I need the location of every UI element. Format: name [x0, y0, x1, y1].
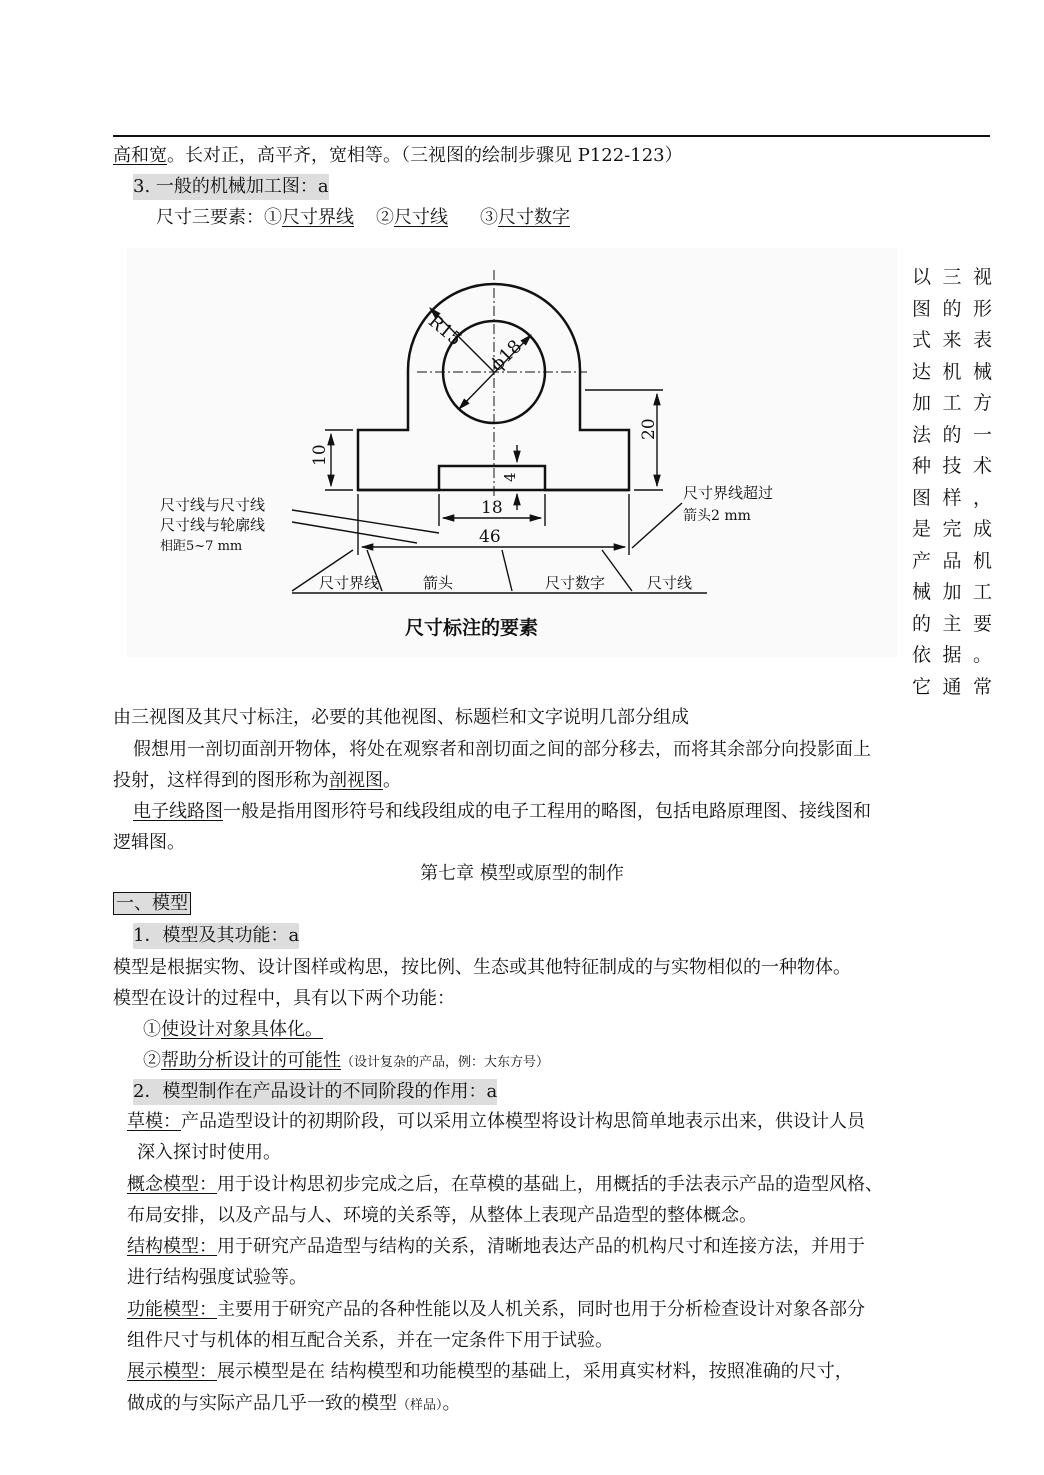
side-text-line: 图样，	[912, 486, 992, 509]
circuit-para-2: 逻辑图。	[113, 832, 185, 853]
text: 展示模型是在 结构模型和功能模型的基础上，采用真实材料，按照准确的尺寸，	[217, 1361, 853, 1382]
note-right-1: 尺寸界线超过	[683, 484, 774, 502]
text: 主要用于研究产品的各种性能以及人机关系，同时也用于分析检查设计对象各部分	[217, 1299, 865, 1320]
function-1	[143, 1017, 323, 1043]
dimension-figure	[127, 248, 897, 658]
figure-drawing	[127, 248, 897, 658]
side-text-line: 图的形	[912, 297, 992, 320]
text: 用于研究产品造型与结构的关系，清晰地表达产品的机构尺寸和连接方法，并用于	[217, 1236, 865, 1257]
label-phi18: ϕ18	[486, 335, 527, 376]
label-dim-line: 尺寸线	[647, 574, 693, 592]
text: 做成的与实际产品几乎一致的模型	[127, 1393, 397, 1414]
side-text-line: 依据。	[912, 644, 992, 666]
label-18: 18	[481, 498, 503, 518]
display-model-2	[127, 1391, 461, 1419]
side-text-line: 的主要	[912, 612, 992, 635]
circuit-para-1	[133, 799, 871, 825]
note-right-2: 箭头2 mm	[683, 508, 751, 524]
draft-model-2: 深入探讨时使用。	[137, 1142, 281, 1163]
header-rule	[113, 135, 990, 137]
text: ②	[143, 1050, 161, 1071]
side-text-line: 产品机	[912, 549, 992, 572]
chapter-title: 第七章 模型或原型的制作	[420, 863, 624, 884]
function-1-text: 使设计对象具体化。	[161, 1019, 323, 1040]
function-2-text: 帮助分析设计的可能性	[161, 1050, 341, 1071]
note-left-2: 尺寸线与轮廓线	[160, 516, 266, 534]
model-definition: 模型是根据实物、设计图样或构思，按比例、生态或其他特征制成的与实物相似的一种物体。	[113, 957, 851, 978]
label-r15: R15	[424, 310, 466, 351]
subheading-2: 2．模型制作在产品设计的不同阶段的作用：a	[133, 1079, 497, 1105]
side-text-line: 种技术	[912, 455, 992, 477]
section-view-para-1: 假想用一剖切面剖开物体，将处在观察者和剖切面之间的部分移去，而将其余部分向投影面上	[133, 739, 871, 760]
term-height-width: 高和宽	[113, 145, 167, 166]
section-3-heading: 3. 一般的机械加工图：a	[133, 174, 329, 200]
term-dimension-number: 尺寸数字	[498, 207, 570, 228]
text: ①	[143, 1019, 161, 1040]
term-structure-model: 结构模型：	[127, 1236, 217, 1257]
term-function-model: 功能模型：	[127, 1299, 217, 1320]
side-text-line: 械加工	[912, 581, 992, 603]
term-circuit-diagram: 电子线路图	[133, 801, 223, 822]
side-text-column	[912, 262, 992, 703]
function-2-note: （设计复杂的产品，例：大东方号）	[341, 1055, 550, 1070]
label-extension-line: 尺寸界线	[319, 574, 380, 592]
side-text-line: 式来表	[912, 329, 992, 351]
text: 用于设计构思初步完成之后，在草模的基础上，用概括的手法表示产品的造型风格、	[217, 1174, 883, 1195]
draft-model-1	[127, 1109, 865, 1135]
term-display-model: 展示模型：	[127, 1361, 217, 1382]
side-text-line: 法的一	[912, 423, 992, 446]
term-extension-line: 尺寸界线	[282, 207, 354, 228]
text: ②	[376, 207, 394, 228]
term-section-view: 剖视图	[329, 770, 383, 791]
term-draft-model: 草模：	[127, 1111, 181, 1132]
heading-model-box: 一、模型	[113, 892, 191, 915]
figure-caption: 尺寸标注的要素	[405, 617, 539, 639]
display-model-note: （样品）	[397, 1398, 443, 1413]
side-text-line: 是完成	[912, 518, 992, 540]
structure-model-1	[127, 1234, 865, 1260]
term-dimension-line: 尺寸线	[394, 207, 448, 228]
model-functions-intro: 模型在设计的过程中，具有以下两个功能：	[113, 988, 455, 1009]
side-text-line: 以三视	[912, 266, 992, 288]
structure-model-2: 进行结构强度试验等。	[127, 1267, 307, 1288]
note-left-3: 相距5~7 mm	[160, 539, 243, 554]
function-model-1	[127, 1297, 865, 1323]
function-model-2: 组件尺寸与机体的相互配合关系，并在一定条件下用于试验。	[127, 1330, 613, 1351]
line-three-views	[113, 143, 683, 169]
side-text-line: 它通常	[912, 675, 992, 698]
subheading-1: 1．模型及其功能：a	[133, 923, 299, 949]
label-10: 10	[310, 444, 330, 466]
section-view-para-2	[113, 768, 401, 794]
text: 一般是指用图形符号和线段组成的电子工程用的略图，包括电路原理图、接线图和	[223, 801, 871, 822]
text: 尺寸三要素：①	[156, 207, 282, 228]
function-2	[143, 1048, 549, 1076]
text: 产品造型设计的初期阶段，可以采用立体模型将设计构思简单地表示出来，供设计人员	[181, 1111, 865, 1132]
display-model-1	[127, 1359, 853, 1385]
note-left-1: 尺寸线与尺寸线	[160, 496, 266, 514]
label-20: 20	[639, 418, 659, 440]
label-dim-number: 尺寸数字	[545, 574, 606, 592]
dimension-elements-line	[156, 205, 570, 231]
heading-model	[113, 891, 191, 917]
composition-line: 由三视图及其尺寸标注，必要的其他视图、标题栏和文字说明几部分组成	[113, 707, 689, 728]
label-4: 4	[501, 472, 519, 482]
concept-model-2: 布局安排，以及产品与人、环境的关系等，从整体上表现产品造型的整体概念。	[127, 1205, 757, 1226]
label-arrow: 箭头	[423, 574, 454, 592]
text: 。	[442, 1393, 461, 1414]
text: 投射，这样得到的图形称为	[113, 770, 329, 791]
term-concept-model: 概念模型：	[127, 1174, 217, 1195]
text: 。长对正，高平齐，宽相等。（三视图的绘制步骤见 P122-123）	[167, 145, 683, 166]
side-text-line: 加工方	[912, 392, 992, 414]
concept-model-1	[127, 1172, 883, 1198]
text: 。	[383, 770, 401, 791]
label-46: 46	[479, 527, 501, 547]
text: ③	[480, 207, 498, 228]
side-text-line: 达机械	[912, 360, 992, 383]
